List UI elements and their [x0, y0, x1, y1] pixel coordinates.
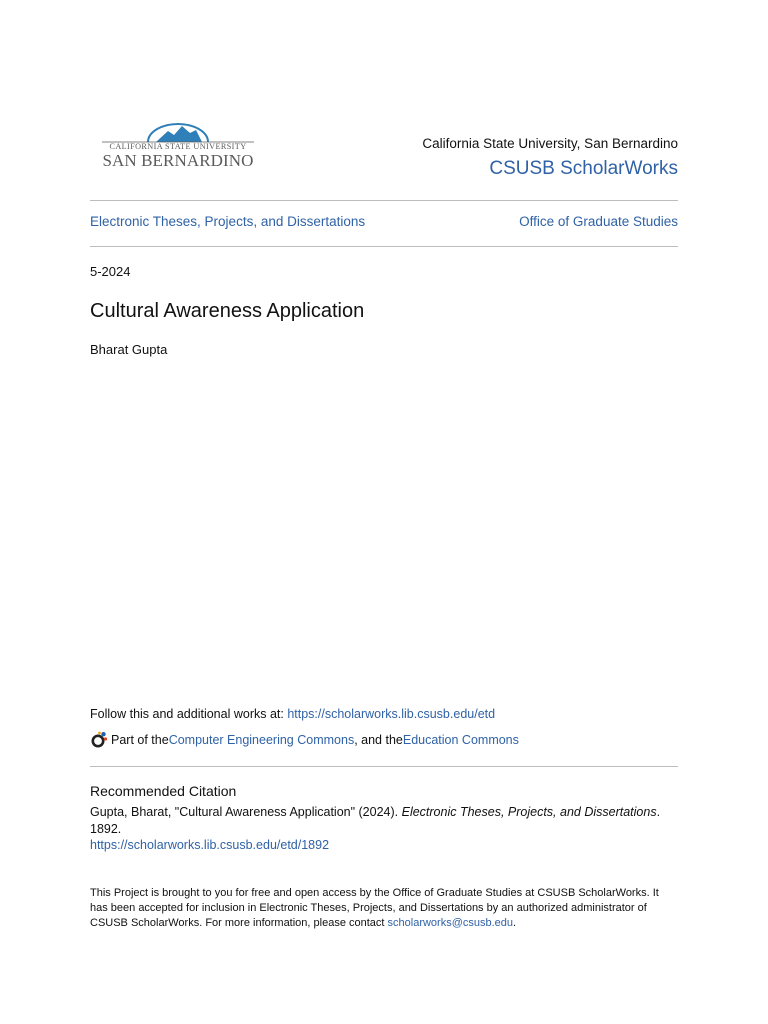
- citation-url-link[interactable]: https://scholarworks.lib.csusb.edu/etd/1892: [90, 838, 330, 852]
- commons-network-icon: [90, 731, 108, 749]
- divider: [90, 246, 678, 247]
- follow-url-link[interactable]: https://scholarworks.lib.csusb.edu/etd: [287, 707, 496, 721]
- collection-link[interactable]: Electronic Theses, Projects, and Dissertations: [90, 214, 366, 229]
- repository-link[interactable]: CSUSB ScholarWorks: [489, 158, 678, 179]
- recommended-citation-heading: Recommended Citation: [90, 783, 237, 799]
- part-of-line: [90, 731, 519, 749]
- notice-end: .: [513, 917, 517, 929]
- logo-bottom-text: SAN BERNARDINO: [102, 151, 254, 170]
- notice-text: This Project is brought to you for free and open access by the Office of Graduate Studies at CSUSB ScholarWorks. It has been accepted for inclusion in Electronic Theses, Projects, and Dissertations by an authorized administrator of CSUSB ScholarWorks. For more information, please contact: [90, 887, 659, 929]
- logo-top-text: CALIFORNIA STATE UNIVERSITY: [109, 142, 247, 151]
- office-link[interactable]: Office of Graduate Studies: [519, 214, 678, 229]
- citation-text: [90, 804, 678, 838]
- computer-engineering-commons-link[interactable]: Computer Engineering Commons: [168, 733, 355, 747]
- institution-name: California State University, San Bernardino: [422, 136, 678, 151]
- header: [90, 118, 678, 188]
- access-notice: [90, 886, 678, 931]
- author-name: Bharat Gupta: [90, 342, 168, 357]
- education-commons-link[interactable]: Education Commons: [402, 733, 519, 747]
- university-logo[interactable]: [102, 120, 254, 176]
- document-title: Cultural Awareness Application: [90, 300, 365, 322]
- follow-text: Follow this and additional works at:: [90, 707, 288, 721]
- part-of-prefix: Part of the: [111, 733, 169, 747]
- citation-suffix: . 1892.: [90, 805, 661, 836]
- cover-page: [90, 0, 678, 1024]
- follow-line: [90, 707, 495, 721]
- divider: [90, 200, 678, 201]
- citation-prefix: Gupta, Bharat, "Cultural Awareness Application" (2024).: [90, 805, 402, 819]
- citation-journal: Electronic Theses, Projects, and Dissertations: [401, 805, 657, 819]
- part-of-middle: , and the: [354, 733, 403, 747]
- contact-email-link[interactable]: scholarworks@csusb.edu: [387, 917, 514, 929]
- divider: [90, 766, 678, 767]
- mountain-logo-icon: [102, 120, 254, 144]
- publication-date: 5-2024: [90, 264, 131, 279]
